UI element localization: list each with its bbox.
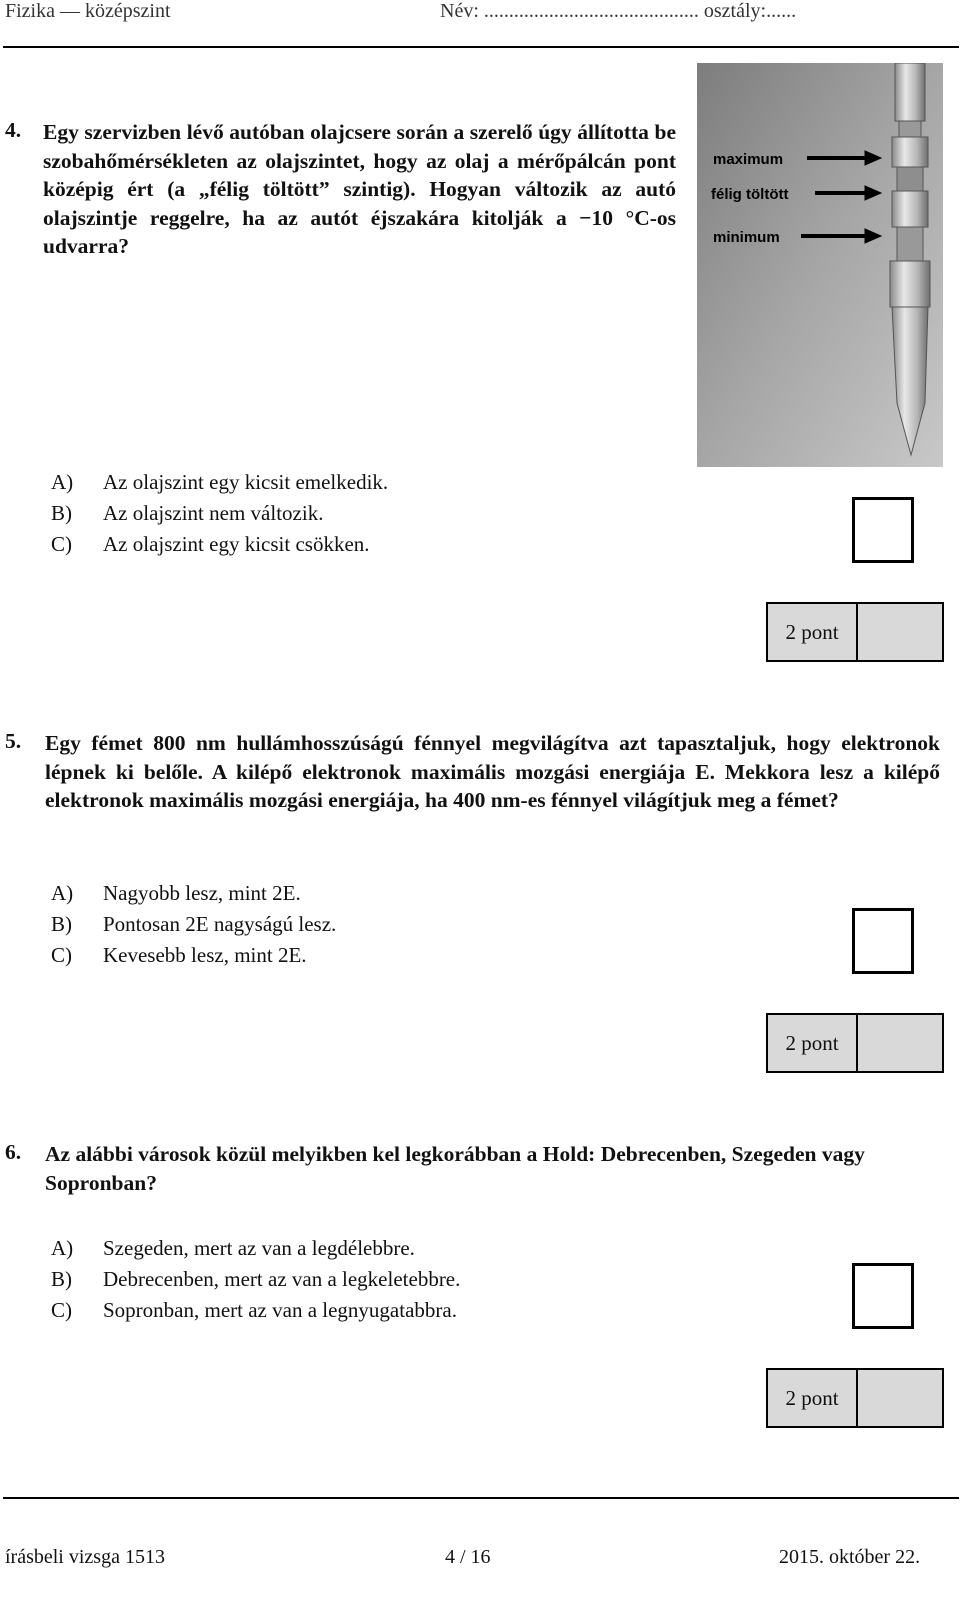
header-rule [3,46,959,48]
option-letter: B) [51,1267,72,1291]
question-6-option-a [51,1233,415,1264]
question-5-option-b [51,909,336,940]
question-6-option-c [51,1295,457,1326]
question-5-points-box [766,1013,944,1073]
question-4-points-box [766,602,944,662]
question-5-text: Egy fémet 800 nm hullámhosszúságú fénnyel megvilágítva azt tapasztaljuk, hogy elektronok lépnek ki belőle. A kilépő elektronok maximális mozgási energiája E. Mekkora lesz a kilépő elektronok maximális mozgási energiája, ha 400 nm-es fénnyel világítjuk meg a fémet? [45,731,940,812]
figure-label-minimum: minimum [713,229,780,246]
option-letter: C) [51,532,72,556]
figure-label-maximum: maximum [713,151,784,168]
option-text: Szegeden, mert az van a legdélebbre. [103,1236,415,1260]
footer-rule [3,1497,959,1499]
option-text: Sopronban, mert az van a legnyugatabbra. [103,1298,457,1322]
header-subject: Fizika — középszint [5,0,171,22]
option-letter: A) [51,881,74,905]
question-4-option-b [51,498,323,529]
option-text: Kevesebb lesz, mint 2E. [103,943,307,967]
option-text: Debrecenben, mert az van a legkeletebbre. [103,1267,461,1291]
footer-page-number: 4 / 16 [445,1546,491,1568]
option-letter: B) [51,501,72,525]
option-text: Pontosan 2E nagyságú lesz. [103,912,337,936]
points-score-cell[interactable] [858,1015,942,1071]
question-6-answer-box[interactable] [852,1263,914,1329]
option-letter: C) [51,943,72,967]
dipstick-photo [697,63,943,467]
footer-date: 2015. október 22. [779,1546,921,1568]
question-6-option-b [51,1264,460,1295]
points-score-cell[interactable] [858,1370,942,1426]
question-4-text: Egy szervizben lévő autóban olajcsere során a szerelő úgy állította be szobahőmérsékleten az olajszintet, hogy az olaj a mérőpálcán pont középig ért (a „félig töltött” szintig). Hogyan változik az autó olajszintje reggelre, ha az autót éjszakára kitolják a −10 °C-os udvarra? [43,120,676,258]
question-4-number: 4. [5,118,22,142]
question-5-number: 5. [5,729,22,753]
question-4-option-c [51,529,370,560]
footer-exam-code: írásbeli vizsga 1513 [5,1546,165,1568]
question-6-text: Az alábbi városok közül melyikben kel legkorábban a Hold: Debrecenben, Szegeden vagy Sopronban? [45,1142,865,1195]
question-5-option-c [51,940,307,971]
option-text: Az olajszint egy kicsit csökken. [103,532,370,556]
option-text: Az olajszint egy kicsit emelkedik. [103,470,389,494]
question-4-answer-box[interactable] [852,497,914,563]
option-letter: A) [51,1236,74,1260]
figure-label-felig: félig töltött [711,186,789,203]
points-score-cell[interactable] [858,604,942,660]
option-letter: A) [51,470,74,494]
question-4-option-a [51,467,388,498]
question-6-points-box [766,1368,944,1428]
points-label: 2 pont [768,604,858,660]
option-letter: C) [51,1298,72,1322]
option-letter: B) [51,912,72,936]
header-name-field: Név: ........................................... osztály:...... [440,0,797,22]
question-6-number: 6. [5,1140,22,1164]
question-5-answer-box[interactable] [852,908,914,974]
points-label: 2 pont [768,1015,858,1071]
points-label: 2 pont [768,1370,858,1426]
option-text: Nagyobb lesz, mint 2E. [103,881,301,905]
question-5-option-a [51,878,301,909]
option-text: Az olajszint nem változik. [103,501,324,525]
